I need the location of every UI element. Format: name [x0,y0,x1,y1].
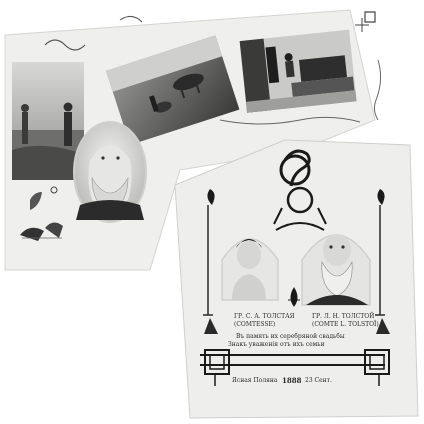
left-portrait-caption-line2: (COMTESSE) [234,321,276,328]
left-portrait-caption: ГР. С. А. ТОЛСТАЯ [234,313,295,320]
right-portrait-caption: ГР. Л. Н. ТОЛСТОЙ [312,313,375,320]
date-day: 23 Сент. [305,377,332,384]
dedication-line: Въ память их серебряной свадьбы [236,333,345,340]
bearded-man-oval-portrait [74,122,146,222]
date-place: Ясная Поляна [232,377,278,384]
corner-ornament-icon [365,12,375,22]
dedication-line-2: Знакъ уваженія отъ ихъ семьи [228,341,325,348]
field-workers-photo [12,62,84,180]
right-album-card [175,140,418,418]
study-room-photo [240,30,357,113]
right-portrait-caption-line2: (COMTE L. TOLSTOÏ) [312,321,379,328]
date-year: 1888 [282,376,302,385]
